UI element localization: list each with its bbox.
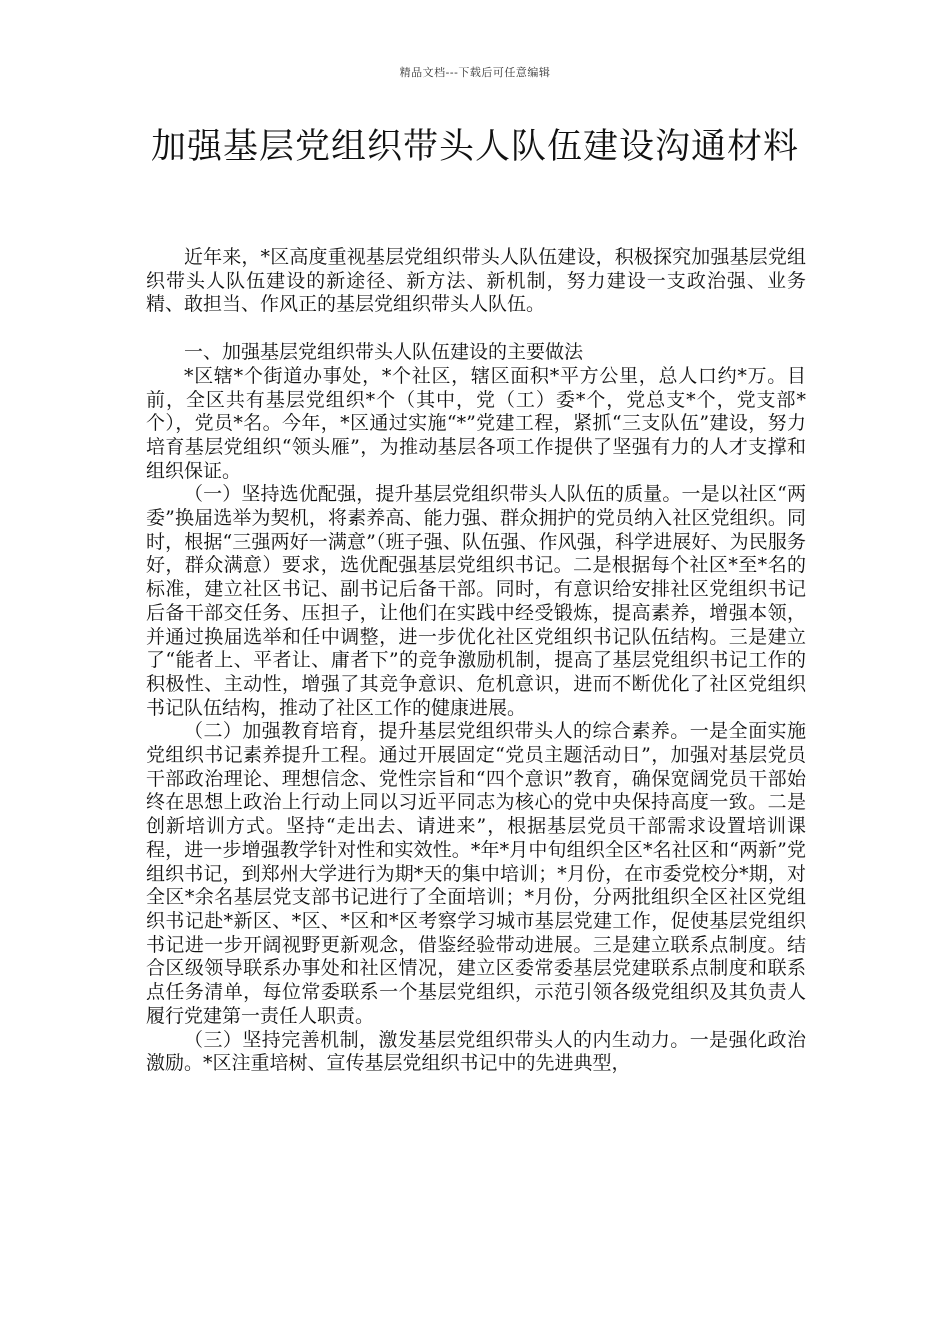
body-paragraph: （一）坚持选优配强，提升基层党组织带头人队伍的质量。一是以社区“两委”换届选举为契机，将素养高、能力强、群众拥护的党员纳入社区党组织。同时，根据“三强两好一满意”（班子强、队伍强、作风强，科学进展好、为民服务好，群众满意）要求，选优配强基层党组织书记。二是根据每个社区*至*名的标准，建立社区书记、副书记后备干部。同时，有意识给安排社区党组织书记后备干部交任务、压担子，让他们在实践中经受锻炼，提高素养，增强本领，并通过换届选举和任中调整，进一步优化社区党组织书记队伍结构。三是建立了“能者上、平者让、庸者下”的竞争激励机制，提高了基层党组织书记工作的积极性、主动性，增强了其竞争意识、危机意识，进而不断优化了社区党组织书记队伍结构，推动了社区工作的健康进展。 — [146, 483, 806, 719]
section-heading: 一、加强基层党组织带头人队伍建设的主要做法 — [184, 341, 584, 364]
document-title: 加强基层党组织带头人队伍建设沟通材料 — [150, 127, 799, 167]
document-body — [146, 246, 806, 1076]
body-paragraph: （三）坚持完善机制，激发基层党组织带头人的内生动力。一是强化政治激励。*区注重培树、宣传基层党组织书记中的先进典型， — [146, 1028, 806, 1075]
body-paragraph: *区辖*个街道办事处，*个社区，辖区面积*平方公里，总人口约*万。目前，全区共有基层党组织*个（其中，党（工）委*个，党总支*个，党支部*个），党员*名。今年，*区通过实施“*”党建工程，紧抓“三支队伍”建设，努力培育基层党组织“领头雁”，为推动基层各项工作提供了坚强有力的人才支撑和组织保证。 — [146, 364, 806, 482]
body-paragraph: （二）加强教育培育，提升基层党组织带头人的综合素养。一是全面实施党组织书记素养提升工程。通过开展固定“党员主题活动日”，加强对基层党员干部政治理论、理想信念、党性宗旨和“四个意识”教育，确保宽阔党员干部始终在思想上政治上行动上同以习近平同志为核心的党中央保持高度一致。二是创新培训方式。坚持“走出去、请进来”，根据基层党员干部需求设置培训课程，进一步增强教学针对性和实效性。*年*月中旬组织全区*名社区和“两新”党组织书记，到郑州大学进行为期*天的集中培训；*月份，在市委党校分*期，对全区*余名基层党支部书记进行了全面培训；*月份，分两批组织全区社区党组织书记赴*新区、*区、*区和*区考察学习城市基层党建工作，促使基层党组织书记进一步开阔视野更新观念，借鉴经验带动进展。三是建立联系点制度。结合区级领导联系办事处和社区情况，建立区委常委基层党建联系点制度和联系点任务清单，每位常委联系一个基层党组织，示范引领各级党组织及其负责人履行党建第一责任人职责。 — [146, 720, 806, 1027]
header-note: 精品文档---下载后可任意编辑 — [399, 66, 551, 79]
intro-paragraph: 近年来，*区高度重视基层党组织带头人队伍建设，积极探究加强基层党组织带头人队伍建设的新途径、新方法、新机制，努力建设一支政治强、业务精、敢担当、作风正的基层党组织带头人队伍。 — [146, 246, 806, 316]
